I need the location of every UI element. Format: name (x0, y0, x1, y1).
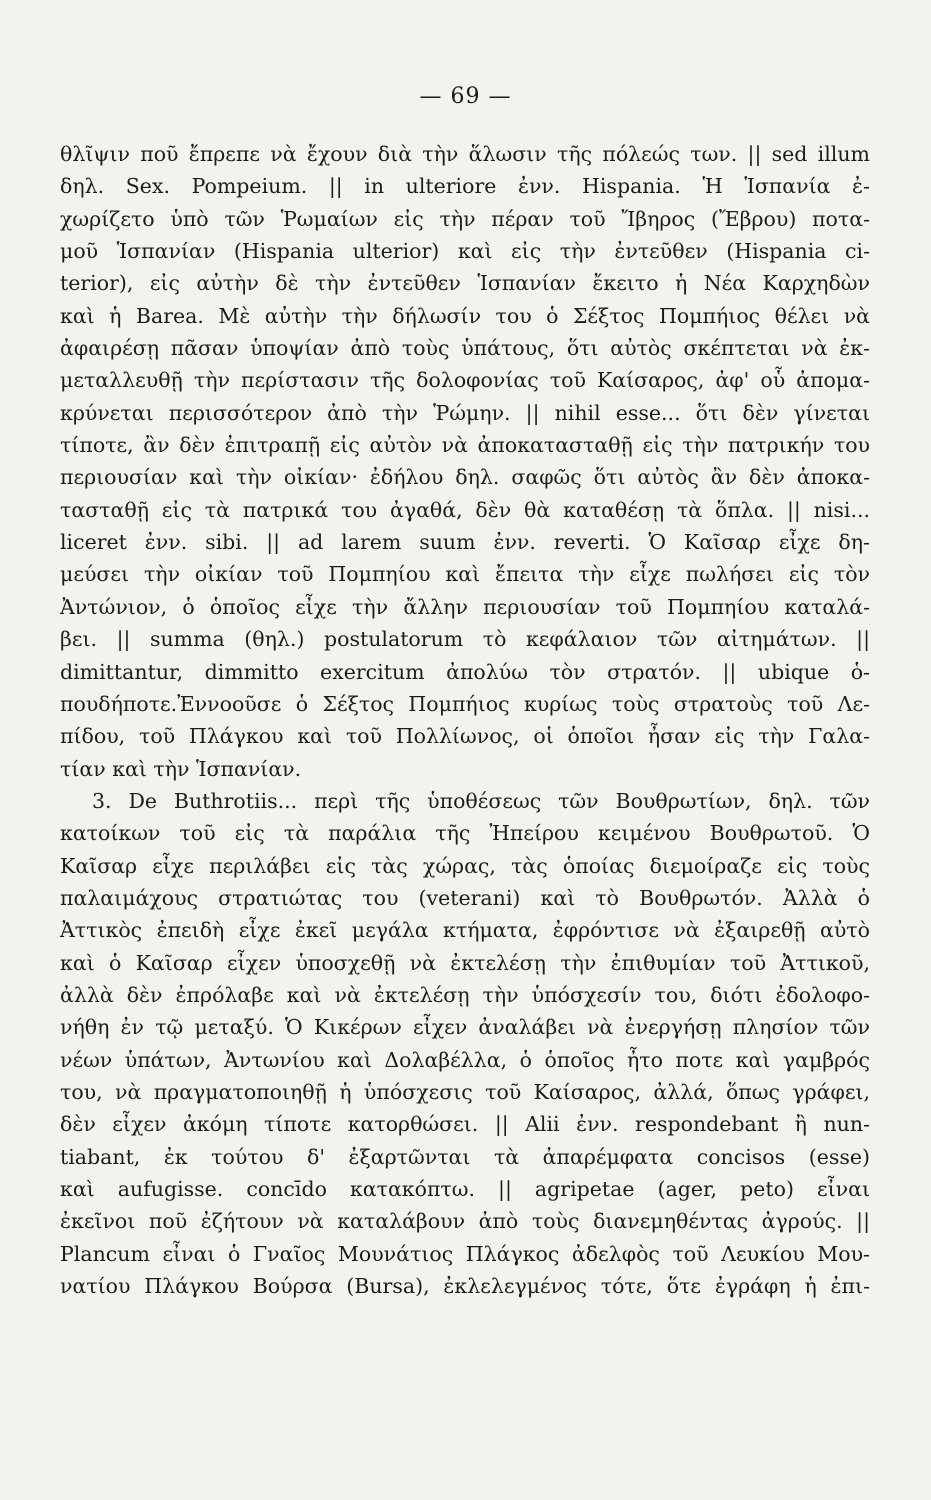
text-line: κρύνεται περισσότερον ἀπὸ τὴν Ῥώμην. || nihil esse... ὅτι δὲν γίνεται (60, 400, 870, 425)
text-line: Καῖσαρ εἶχε περιλάβει εἰς τὰς χώρας, τὰς ὁποίας διεμοίραζε εἰς τοὺς (60, 853, 870, 878)
commentary-text (60, 138, 870, 1302)
text-line: ἀλλὰ δὲν ἐπρόλαβε καὶ νὰ ἐκτελέσῃ τὴν ὑπόσχεσίν του, διότι ἐδολοφο- (60, 982, 870, 1007)
text-line: του, νὰ πραγματοποιηθῇ ἡ ὑπόσχεσις τοῦ Καίσαρος, ἀλλά, ὅπως γράφει, (60, 1079, 870, 1104)
text-line: καὶ ὁ Καῖσαρ εἶχεν ὑποσχεθῇ νὰ ἐκτελέσῃ τὴν ἐπιθυμίαν τοῦ Ἀττικοῦ, (60, 950, 870, 975)
text-line: κατοίκων τοῦ εἰς τὰ παράλια τῆς Ἠπείρου κειμένου Βουθρωτοῦ. Ὁ (60, 821, 870, 846)
text-line: Ἀττικὸς ἐπειδὴ εἶχε ἐκεῖ μεγάλα κτήματα, ἐφρόντισε νὰ ἐξαιρεθῇ αὐτὸ (60, 918, 870, 943)
text-line: δὲν εἶχεν ἀκόμη τίποτε κατορθώσει. || Alii ἐνν. respondebant ἢ nun- (60, 1112, 870, 1137)
text-line: liceret ἐνν. sibi. || ad larem suum ἐνν. reverti. Ὁ Καῖσαρ εἶχε δη- (60, 530, 870, 555)
text-line: νατίου Πλάγκου Βούρσα (Bursa), ἐκλελεγμένος τότε, ὅτε ἐγράφη ἡ ἐπι- (60, 1274, 870, 1299)
text-line: καὶ ἡ Barea. Μὲ αὐτὴν τὴν δήλωσίν του ὁ Σέξτος Πομπήιος θέλει νὰ (60, 303, 870, 328)
text-line: παλαιμάχους στρατιώτας του (veterani) καὶ τὸ Βουθρωτόν. Ἀλλὰ ὁ (60, 885, 870, 910)
text-line: τίαν καὶ τὴν Ἱσπανίαν. (60, 756, 302, 781)
text-line: βει. || summa (θηλ.) postulatorum τὸ κεφάλαιον τῶν αἰτημάτων. || (60, 627, 870, 652)
text-line: πουδήποτε.Ἐννοοῦσε ὁ Σέξτος Πομπήιος κυρίως τοὺς στρατοὺς τοῦ Λε- (60, 691, 870, 716)
text-line: χωρίζετο ὑπὸ τῶν Ῥωμαίων εἰς τὴν πέραν τοῦ Ἴβηρος (Ἔβρου) ποτα- (60, 206, 870, 231)
text-line: περιουσίαν καὶ τὴν οἰκίαν· ἐδήλου δηλ. σαφῶς ὅτι αὐτὸς ἂν δὲν ἀποκα- (60, 465, 870, 490)
text-line: μοῦ Ἱσπανίαν (Hispania ulterior) καὶ εἰς τὴν ἐντεῦθεν (Hispania ci- (60, 239, 870, 264)
text-line: καὶ aufugisse. concīdo κατακόπτω. || agripetae (ager, peto) εἶναι (60, 1177, 870, 1201)
text-line: tiabant, ἐκ τούτου δ' ἐξαρτῶνται τὰ ἀπαρέμφατα concisos (esse) (60, 1144, 870, 1169)
text-line: δηλ. Sex. Pompeium. || in ulteriore ἐνν. Hispania. Ἡ Ἱσπανία ἐ- (60, 174, 870, 199)
page-number: — 69 — (419, 84, 512, 109)
text-line: ἐκεῖνοι ποῦ ἐζήτουν νὰ καταλάβουν ἀπὸ τοὺς διανεμηθέντας ἀγρούς. || (60, 1209, 870, 1234)
text-line: τίποτε, ἂν δὲν ἐπιτραπῇ εἰς αὐτὸν νὰ ἀποκατασταθῇ εἰς τὴν πατρικήν του (60, 433, 870, 458)
text-line: θλῖψιν ποῦ ἔπρεπε νὰ ἔχουν διὰ τὴν ἅλωσιν τῆς πόλεώς των. || sed illum (60, 142, 870, 166)
text-line: 3. De Buthrotiis... περὶ τῆς ὑποθέσεως τῶν Βουθρωτίων, δηλ. τῶν (92, 788, 870, 813)
text-line: dimittantur, dimmitto exercitum ἀπολύω τὸν στρατόν. || ubique ὁ- (60, 659, 870, 684)
text-line: νέων ὑπάτων, Ἀντωνίου καὶ Δολαβέλλα, ὁ ὁποῖος ἦτο ποτε καὶ γαμβρός (60, 1047, 870, 1072)
text-line: terior), εἰς αὐτὴν δὲ τὴν ἐντεῦθεν Ἱσπανίαν ἔκειτο ἡ Νέα Καρχηδὼν (60, 271, 870, 296)
text-line: Ἀντώνιον, ὁ ὁποῖος εἶχε τὴν ἄλλην περιουσίαν τοῦ Πομπηίου καταλά- (60, 594, 870, 619)
text-line: μεύσει τὴν οἰκίαν τοῦ Πομπηίου καὶ ἔπειτα τὴν εἶχε πωλήσει εἰς τὸν (60, 562, 870, 587)
text-line: τασταθῇ εἰς τὰ πατρικά του ἀγαθά, δὲν θὰ καταθέσῃ τὰ ὅπλα. || nisi... (60, 497, 870, 522)
text-line: ἀφαιρέσῃ πᾶσαν ὑποψίαν ἀπὸ τοὺς ὑπάτους, ὅτι αὐτὸς σκέπτεται νὰ ἐκ- (60, 336, 870, 361)
text-line: πίδου, τοῦ Πλάγκου καὶ τοῦ Πολλίωνος, οἱ ὁποῖοι ἦσαν εἰς τὴν Γαλα- (60, 724, 870, 749)
text-line: μεταλλευθῇ τὴν περίστασιν τῆς δολοφονίας τοῦ Καίσαρος, ἀφ' οὗ ἀπομα- (60, 368, 870, 393)
text-line: νήθη ἐν τῷ μεταξύ. Ὁ Κικέρων εἶχεν ἀναλάβει νὰ ἐνεργήσῃ πλησίον τῶν (60, 1015, 870, 1040)
text-line: Plancum εἶναι ὁ Γναῖος Μουνάτιος Πλάγκος ἀδελφὸς τοῦ Λευκίου Μου- (60, 1241, 870, 1266)
